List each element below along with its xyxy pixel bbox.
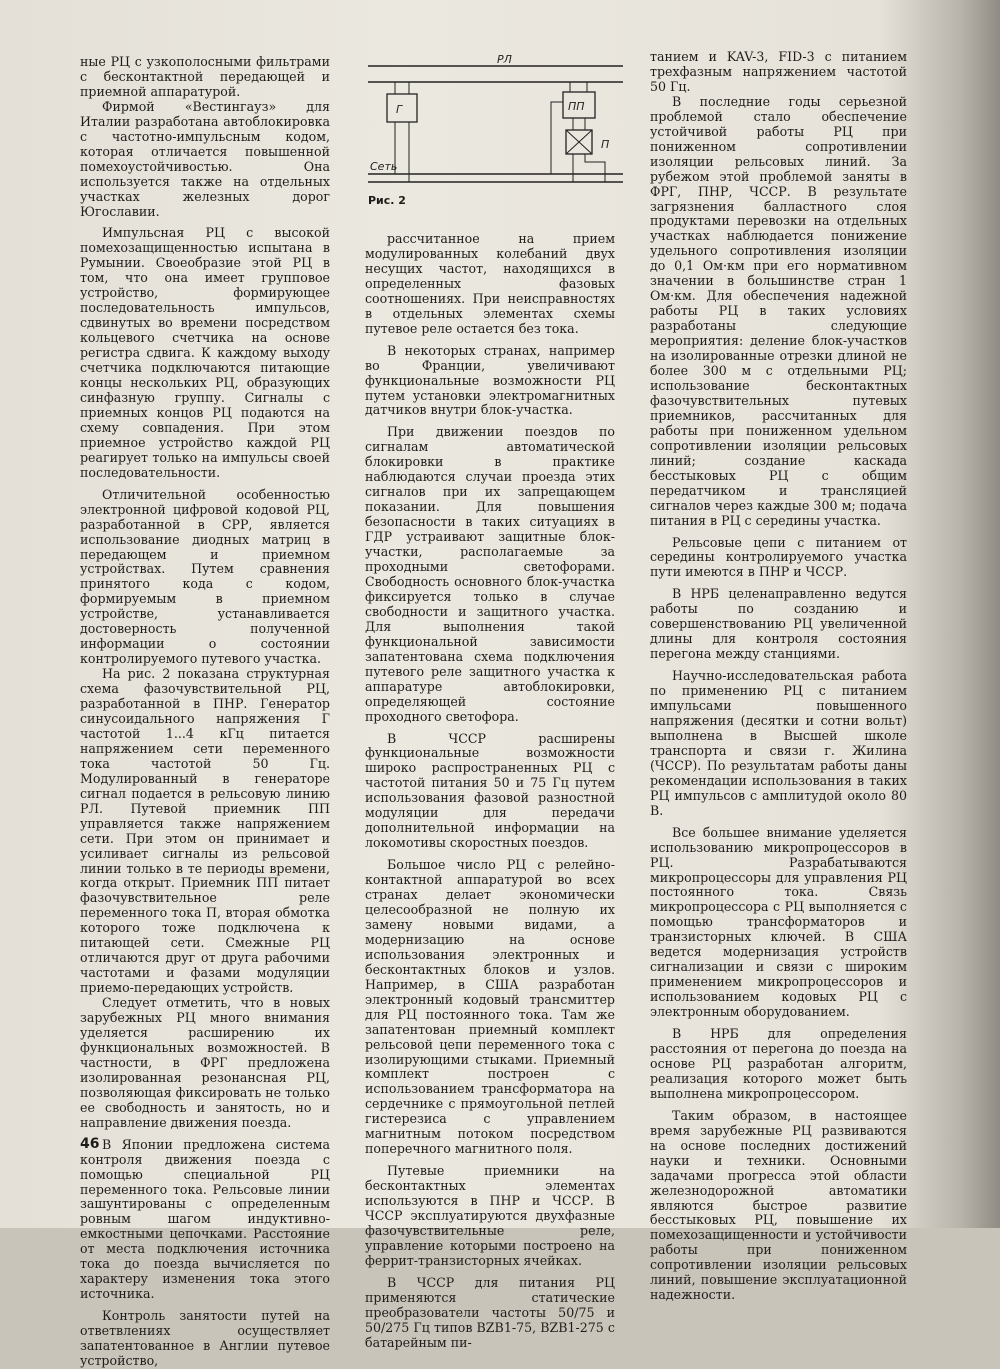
- paragraph: В некоторых странах, например во Франции, увеличивают функциональные возможности РЦ путем установки электромагнитных датчиков внутри блок-участка.: [365, 342, 615, 418]
- paragraph: Путевые приемники на бесконтактных элементах используются в ПНР и ЧССР. В ЧССР эксплуатируются двухфазные фазочувствительные реле, управление которыми построено на феррит-транзисторных ячейках.: [365, 1163, 615, 1268]
- paragraph: Рельсовые цепи с питанием от середины контролируемого участка пути имеются в ПНР и ЧССР.: [650, 534, 907, 580]
- paragraph: ные РЦ с узкополосными фильтрами с бесконтактной передающей и приемной аппаратурой.: [80, 54, 330, 99]
- paragraph: Большое число РЦ с релейно-контактной аппаратурой во всех странах делает экономически целесообразной не полную их замену новыми видами, а модернизацию на основе использования электронных и бесконтактных блоков и узлов. Например, в США разработан электронный кодовый трансмиттер для РЦ постоянного тока. Там же запатентован приемный комплект рельсовой цепи переменного тока с изолирующими стыками. Приемный комплект построен с использованием трансформатора на сердечнике с прямоугольной петлей гистерезиса с управлением магнитным потоком посредством поперечного магнитного поля.: [365, 857, 615, 1157]
- label-rl: РЛ: [497, 53, 512, 66]
- paragraph: В ЧССР для питания РЦ применяются статические преобразователи частоты 50/75 и 50/275 Гц типов BZB1-75, BZB1-275 с батарейным пи-: [365, 1274, 615, 1350]
- circuit-diagram: [365, 52, 625, 192]
- page-number: 46: [80, 1136, 100, 1152]
- paragraph: Все большее внимание уделяется использованию микропроцессоров в РЦ. Разрабатываются микропроцессоры для управления РЦ постоянного тока. Связь микропроцессора с РЦ выполняется с помощью трансформаторов и транзисторных ключей. В США ведется модернизация устройств сигнализации и связи с широким применением микропроцессоров и использованием кодовых РЦ с электронным оборудованием.: [650, 824, 907, 1020]
- paragraph: Импульсная РЦ с высокой помехозащищенностью испытана в Румынии. Своеобразие этой РЦ в том, что она имеет групповое устройство, формирующее последовательность импульсов, сдвинутых во времени посредством кольцевого счетчика на основе регистра сдвига. К каждому выходу счетчика подключаются питающие концы нескольких РЦ, образующих синфазную группу. Сигналы с приемных концов РЦ подаются на схему совпадения. При этом приемное устройство каждой РЦ реагирует только на импульсы своей последовательности.: [80, 225, 330, 480]
- text-column-3: [650, 50, 907, 1303]
- paragraph: рассчитанное на прием модулированных колебаний двух несущих частот, находящихся в определенных фазовых соотношениях. При неисправностях в отдельных элементах схемы путевое реле остается без тока.: [365, 231, 615, 336]
- paragraph: Научно-исследовательская работа по применению РЦ с питанием импульсами повышенного напряжения (десятки и сотни вольт) выполнена в Высшей школе транспорта и связи г. Жилина (ЧССР). По результатам работы даны рекомендации использования в таких РЦ импульсов с амплитудой около 80 В.: [650, 668, 907, 818]
- paragraph: В НРБ для определения расстояния от перегона до поезда на основе РЦ разработан алгоритм, реализация которого может быть выполнена микропроцессором.: [650, 1026, 907, 1101]
- wire-relay-net-2: [585, 154, 605, 182]
- paragraph: На рис. 2 показана структурная схема фазочувствительной РЦ, разработанной в ПНР. Генератор синусоидального напряжения Г частотой 1...4 кГц питается напряжением сети переменного тока частотой 50 Гц. Модулированный в генераторе сигнал подается в рельсовую линию РЛ. Путевой приемник ПП управляется также напряжением сети. При этом он принимает и усиливает сигналы из рельсовой линии только в те периоды времени, когда открыт. Приемник ПП питает фазочувствительное реле переменного тока П, вторая обмотка которого тоже подключена к питающей сети. Смежные РЦ отличаются друг от друга рабочими частотами и фазами модуляции приемо-передающих устройств.: [80, 666, 330, 996]
- paragraph: При движении поездов по сигналам автоматической блокировки в практике наблюдаются случаи проезда этих сигналов при их запрещающем показании. Для повышения безопасности в таких ситуациях в ГДР устраивают защитные блок-участки, располагаемые за проходными светофорами. Свободность основного блок-участка фиксируется только в случае свободности и защитного участка. Для выполнения такой функциональной зависимости запатентована схема подключения путевого реле защитного участка к аппаратуре автоблокировки, определяющей состояние проходного светофора.: [365, 424, 615, 724]
- label-g: Г: [396, 103, 403, 116]
- text-column-1: [80, 55, 330, 1369]
- paragraph: Фирмой «Вестингауз» для Италии разработана автоблокировка с частотно-импульсным кодом, которая отличается повышенной помехоустойчивостью. Она используется также на отдельных участках железных дорог Югославии.: [80, 98, 330, 219]
- text-column-2: [365, 232, 615, 1351]
- paragraph: Контроль занятости путей на ответвлениях осуществляет запатентованное в Англии путевое устройство,: [80, 1308, 330, 1369]
- label-pp: ПП: [568, 100, 585, 113]
- paragraph: В Японии предложена система контроля движения поезда с помощью специальной РЦ переменного тока. Рельсовые линии зашунтированы с определенным ровным шагом индуктивно-емкостными цепочками. Расстояние от места подключения источника тока до поезда вычисляется по характеру изменения тока этого источника.: [80, 1136, 330, 1302]
- paragraph: В последние годы серьезной проблемой стало обеспечение устойчивой работы РЦ при пониженном сопротивлении изоляции рельсовых линий. За рубежом этой проблемой заняты в ФРГ, ПНР, ЧССР. В результате загрязнения балластного слоя продуктами перевозки на отдельных участках наблюдается понижение удельного сопротивления изоляции до 0,1 Ом·км при его нормативном значении в большинстве стран 1 Ом·км. Для обеспечения надежной работы РЦ в таких условиях разработаны следующие мероприятия: деление блок-участков на изолированные отрезки длиной не более 300 м с отдельными РЦ; использование бесконтактных фазочувствительных путевых приемников, рассчитанных для работы при пониженном удельном сопротивлении изоляции рельсовых линий; создание каскада бесстыковых РЦ с общим передатчиком и трансляцией сигналов через каждые 300 м; подача питания в РЦ с середины участка.: [650, 93, 907, 528]
- paragraph: В НРБ целенаправленно ведутся работы по созданию и совершенствованию РЦ увеличенной длины для контроля состояния перегона между станциями.: [650, 586, 907, 662]
- wire-pp-net: [551, 102, 563, 174]
- label-net: Сеть: [370, 160, 398, 173]
- paragraph: Отличительной особенностью электронной цифровой кодовой РЦ, разработанной в СРР, является использование диодных матриц в передающем и приемном устройствах. Путем сравнения принятого кода с кодом, формируемым в приемном устройстве, устанавливается достоверность полученной информации о состоянии контролируемого путевого участка.: [80, 486, 330, 667]
- paragraph: Таким образом, в настоящее время зарубежные РЦ развиваются на основе последних достижений науки и техники. Основными задачами прогресса этой области железнодорожной автоматики являются быстрое развитие бесстыковых РЦ, повышение их помехозащищенности и устойчивости работы при пониженном сопротивлении изоляции рельсовых линий, повышение эксплуатационной надежности.: [650, 1107, 907, 1303]
- paragraph: В ЧССР расширены функциональные возможности широко распространенных РЦ с частотой питания 50 и 75 Гц путем использования фазовой разностной модуляции для передачи дополнительной информации на локомотивы скоростных поездов.: [365, 730, 615, 851]
- paragraph: танием и KAV-3, FID-3 с питанием трехфазным напряжением частотой 50 Гц.: [650, 49, 907, 94]
- figure-caption: Рис. 2: [368, 194, 406, 207]
- label-p: П: [601, 138, 610, 151]
- paragraph: Следует отметить, что в новых зарубежных РЦ много внимания уделяется расширению их функциональных возможностей. В частности, в ФРГ предложена изолированная резонансная РЦ, позволяющая фиксировать не только ее свободность и занятость, но и направление движения поезда.: [80, 995, 330, 1130]
